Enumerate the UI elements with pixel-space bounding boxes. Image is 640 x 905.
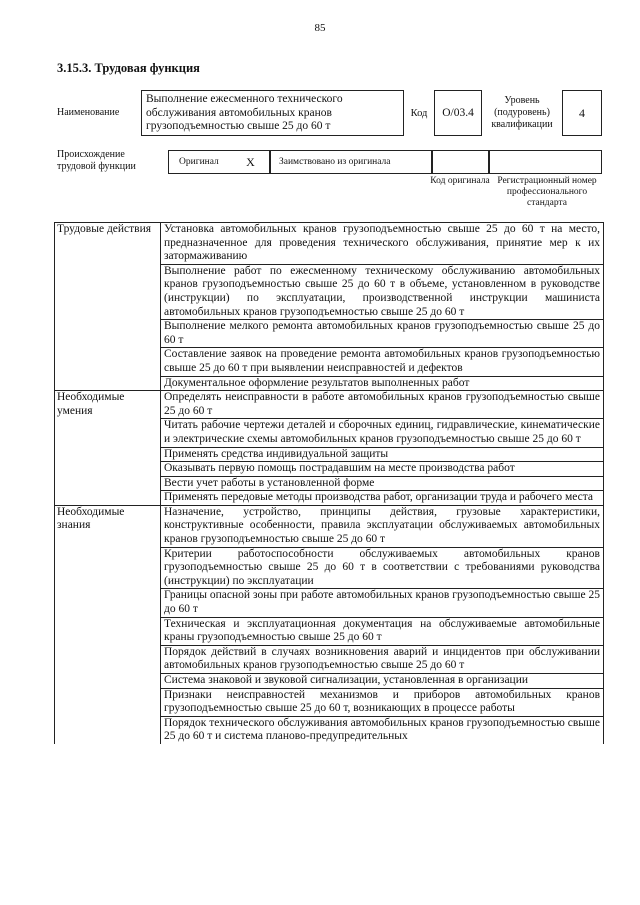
borrowed-label: Заимствовано из оригинала: [270, 150, 432, 174]
reg-number-label: Регистрационный номер профессионального стандарта: [497, 176, 597, 208]
item-cell: Назначение, устройство, принципы действия, грузовые характеристики, конструктивные особенности, правила эксплуатации обслуживаемых автомобильных кранов грузоподъемностью свыше 25 до 60 т: [161, 505, 604, 547]
item-cell: Выполнение мелкого ремонта автомобильных кранов грузоподъемностью свыше 25 до 60 т: [161, 320, 604, 348]
item-cell: Порядок технического обслуживания автомобильных кранов грузоподъемностью свыше 25 до 60 т и система планово-предупредительных: [161, 716, 604, 744]
level-label: Уровень (подуровень) квалификации: [491, 95, 553, 130]
category-cell: Необходимые знания: [55, 505, 161, 744]
code-value-box: О/03.4: [434, 90, 482, 136]
item-cell: Оказывать первую помощь пострадавшим на месте производства работ: [161, 462, 604, 477]
item-cell: Признаки неисправностей механизмов и приборов автомобильных кранов грузоподъемностью свыше 25 до 60 т, возникающих в процессе работы: [161, 688, 604, 716]
item-cell: Составление заявок на проведение ремонта автомобильных кранов грузоподъемностью свыше 25 до 60 т при выявлении неисправностей и дефектов: [161, 348, 604, 376]
code-label: Код: [410, 107, 428, 119]
item-cell: Выполнение работ по ежесменному техническому обслуживанию автомобильных кранов грузоподъемностью свыше 25 до 60 т в объеме, установленном в руководстве (инструкции) по эксплуатации, производственной инструкции машиниста автомобильных кранов грузоподъемностью свыше 25 до 60 т: [161, 264, 604, 319]
item-cell: Границы опасной зоны при работе автомобильных кранов грузоподъемностью свыше 25 до 60 т: [161, 589, 604, 617]
origin-row: [168, 150, 602, 174]
item-cell: Вести учет работы в установленной форме: [161, 476, 604, 491]
table-row: [55, 391, 604, 419]
function-name-box: Выполнение ежесменного технического обслуживания автомобильных кранов грузоподъемностью свыше 25 до 60 т: [141, 90, 404, 136]
original-label: Оригинал: [168, 150, 232, 174]
item-cell: Установка автомобильных кранов грузоподъемностью свыше 25 до 60 т на место, предназначенное для проведения технического обслуживания, принятие мер к их затормаживанию: [161, 223, 604, 265]
item-cell: Критерии работоспособности обслуживаемых автомобильных кранов грузоподъемностью свыше 25 до 60 т в соответствии с требованиями руководства (инструкции) по эксплуатации: [161, 547, 604, 589]
original-mark: X: [232, 150, 270, 174]
page-number: 85: [314, 22, 326, 34]
item-cell: Документальное оформление результатов выполненных работ: [161, 376, 604, 391]
item-cell: Применять передовые методы производства работ, организации труда и рабочего места: [161, 491, 604, 506]
item-cell: Техническая и эксплуатационная документация на обслуживаемые автомобильные краны грузоподъемностью свыше 25 до 60 т: [161, 617, 604, 645]
name-label: Наименование: [57, 107, 120, 118]
item-cell: Читать рабочие чертежи деталей и сборочных единиц, гидравлические, кинематические и электрические схемы автомобильных кранов грузоподъемностью свыше 25 до 60 т: [161, 419, 604, 447]
table-row: [55, 223, 604, 265]
item-cell: Порядок действий в случаях возникновения аварий и инцидентов при обслуживании автомобильных кранов грузоподъемностью свыше 25 до 60 т: [161, 645, 604, 673]
function-table: [54, 222, 604, 744]
origin-label: Происхождение трудовой функции: [57, 149, 136, 172]
reg-number-cell: [489, 150, 602, 174]
item-cell: Определять неисправности в работе автомобильных кранов грузоподъемностью свыше 25 до 60 т: [161, 391, 604, 419]
item-cell: Применять средства индивидуальной защиты: [161, 447, 604, 462]
category-cell: Трудовые действия: [55, 223, 161, 391]
level-value-box: 4: [562, 90, 602, 136]
item-cell: Система знаковой и звуковой сигнализации, установленная в организации: [161, 674, 604, 689]
table-row: [55, 505, 604, 547]
category-cell: Необходимые умения: [55, 391, 161, 506]
origin-code-label: Код оригинала: [430, 176, 490, 186]
origin-code-cell: [432, 150, 489, 174]
section-title: 3.15.3. Трудовая функция: [57, 61, 200, 75]
